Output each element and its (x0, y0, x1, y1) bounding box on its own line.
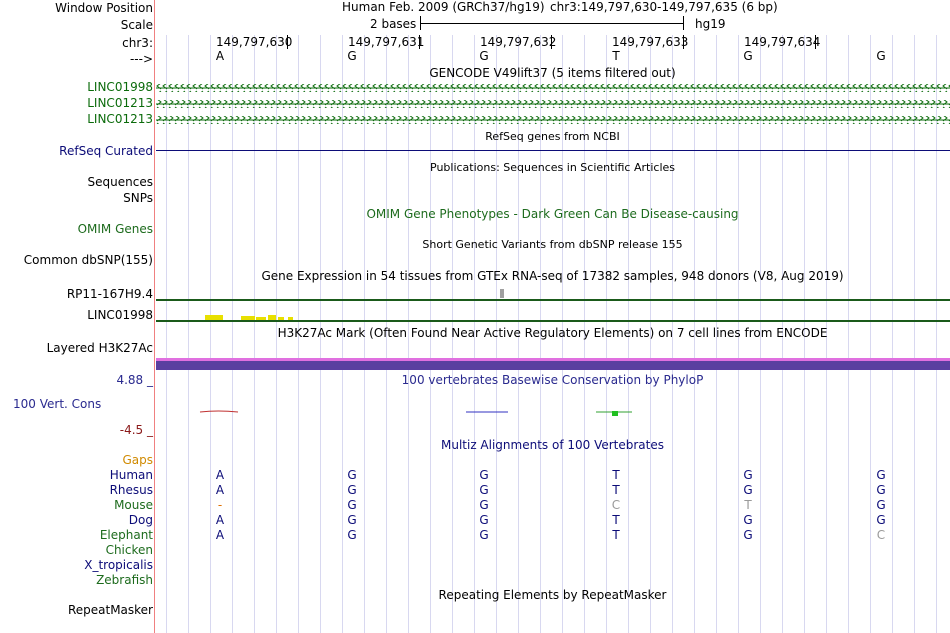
ref-base: G (347, 49, 357, 63)
h3k27ac-label[interactable]: Layered H3K27Ac (46, 341, 153, 355)
refseq-label[interactable]: RefSeq Curated (59, 144, 153, 158)
species-label-rhesus[interactable]: Rhesus (109, 483, 153, 497)
refseq-track-title[interactable]: RefSeq genes from NCBI (485, 130, 620, 143)
omim-label[interactable]: OMIM Genes (77, 222, 153, 236)
chrom-label: chr3: (122, 36, 153, 50)
phylop-signal (156, 404, 950, 420)
species-label-dog[interactable]: Dog (128, 513, 153, 527)
window-position-label: Window Position (55, 1, 153, 15)
refseq-feature-line[interactable] (156, 150, 950, 151)
gene-feature-linc01213 (156, 100, 950, 108)
gtex-label-linc01998[interactable]: LINC01998 (87, 308, 153, 322)
ref-base: G (876, 49, 886, 63)
gencode-track-title[interactable]: GENCODE V49lift37 (5 items filtered out) (429, 66, 676, 80)
sequences-label[interactable]: Sequences (87, 175, 153, 189)
label-divider (154, 0, 155, 633)
gene-feature-linc01213-2 (156, 116, 950, 124)
coord-1: 149,797,630 (216, 35, 293, 49)
ref-base: G (479, 49, 489, 63)
ref-base: T (612, 49, 620, 63)
coord-4: 149,797,633 (612, 35, 689, 49)
coord-tick (815, 35, 816, 49)
gene-label-linc01213[interactable]: LINC01213 (87, 96, 153, 110)
dbsnp-label[interactable]: Common dbSNP(155) (23, 253, 153, 267)
gene-label-linc01213-2[interactable]: LINC01213 (87, 112, 153, 126)
coord-tick (287, 35, 288, 49)
h3k27ac-signal-purple[interactable] (156, 361, 950, 370)
phylop-track-title[interactable]: 100 vertebrates Basewise Conservation by PhyloP (401, 373, 704, 387)
omim-track-title[interactable]: OMIM Gene Phenotypes - Dark Green Can Be Disease-causing (366, 207, 739, 221)
repeatmasker-label[interactable]: RepeatMasker (67, 603, 153, 617)
gtex-feature-line[interactable] (156, 299, 950, 301)
species-label-xtropicalis[interactable]: X_tropicalis (84, 558, 153, 572)
gene-feature-linc01998 (156, 84, 950, 92)
gtex-feature-line-2[interactable] (156, 320, 950, 322)
species-label-mouse[interactable]: Mouse (114, 498, 153, 512)
species-label-elephant[interactable]: Elephant (99, 528, 153, 542)
species-label-chicken[interactable]: Chicken (105, 543, 153, 557)
ref-base: A (215, 49, 225, 63)
strand-label: ---> (129, 52, 153, 66)
gtex-track-title[interactable]: Gene Expression in 54 tissues from GTEx RNA-seq of 17382 samples, 948 donors (V8, Aug 2019) (261, 269, 844, 283)
scale-text: 2 bases (370, 17, 417, 31)
phylop-min-label: -4.5 _ (119, 423, 153, 437)
assembly-text: Human Feb. 2009 (GRCh37/hg19) (342, 0, 545, 14)
phylop-max-label: 4.88 _ (116, 373, 153, 387)
coord-tick (551, 35, 552, 49)
coord-tick (419, 35, 420, 49)
phylop-label[interactable]: 100 Vert. Cons (13, 397, 102, 411)
gtex-label-rp11[interactable]: RP11-167H9.4 (66, 287, 153, 301)
repeat-track-title[interactable]: Repeating Elements by RepeatMasker (438, 588, 667, 602)
ref-base: G (743, 49, 753, 63)
species-label-human[interactable]: Human (109, 468, 153, 482)
coord-3: 149,797,632 (480, 35, 557, 49)
gencode-gene-features[interactable] (156, 82, 950, 126)
coord-2: 149,797,631 (348, 35, 425, 49)
snps-label[interactable]: SNPs (123, 191, 153, 205)
coord-tick (683, 35, 684, 49)
coord-5: 149,797,634 (744, 35, 821, 49)
scale-bar (420, 16, 684, 30)
dbsnp-track-title[interactable]: Short Genetic Variants from dbSNP release 155 (422, 238, 683, 251)
position-text[interactable]: chr3:149,797,630-149,797,635 (6 bp) (550, 0, 778, 14)
gene-label-linc01998[interactable]: LINC01998 (87, 80, 153, 94)
gtex-bar (500, 289, 504, 298)
pubs-track-title[interactable]: Publications: Sequences in Scientific Articles (430, 161, 675, 174)
gaps-label[interactable]: Gaps (122, 453, 153, 467)
species-label-zebrafish[interactable]: Zebrafish (96, 573, 153, 587)
scale-label: Scale (120, 18, 153, 32)
multiz-track-title[interactable]: Multiz Alignments of 100 Vertebrates (440, 438, 665, 452)
h3k27ac-track-title[interactable]: H3K27Ac Mark (Often Found Near Active Regulatory Elements) on 7 cell lines from ENCODE (277, 326, 828, 340)
db-text: hg19 (695, 17, 726, 31)
